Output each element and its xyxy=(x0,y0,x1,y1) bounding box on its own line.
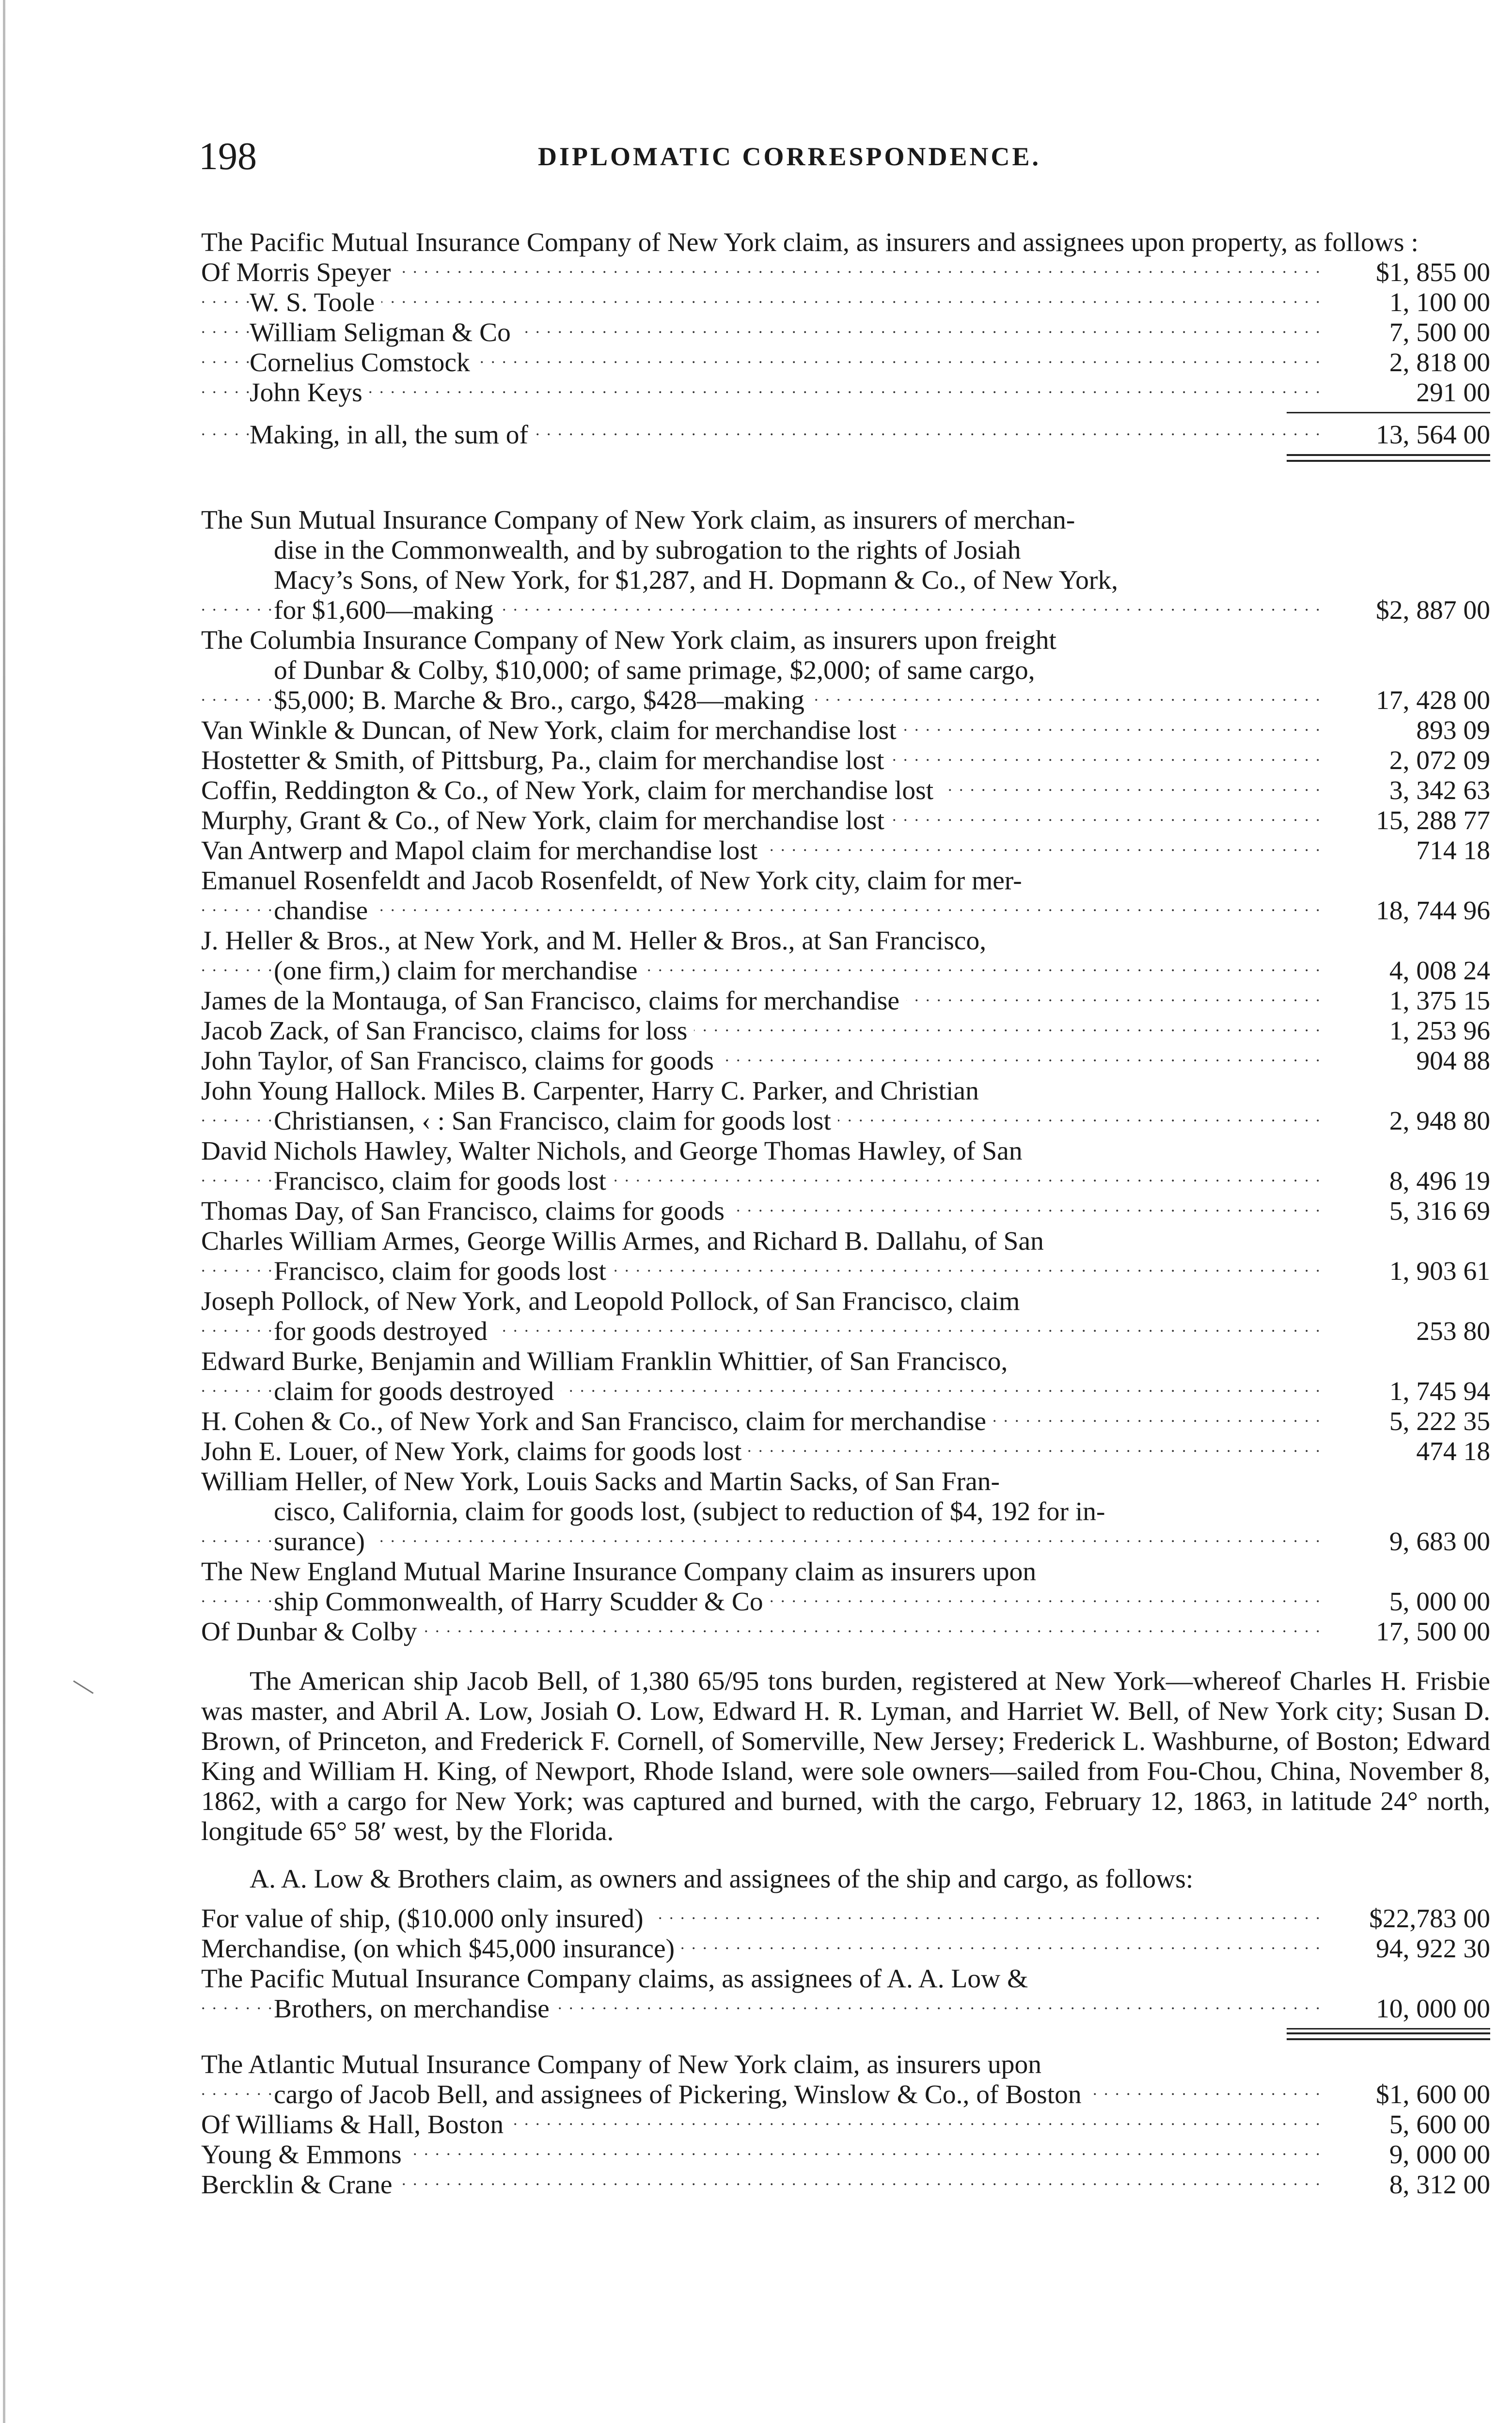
claim-row xyxy=(201,1994,1490,2024)
claim-row xyxy=(201,1377,1490,1407)
claim-amount: 1, 100 00 xyxy=(1389,288,1490,317)
claim-label: Van Antwerp and Mapol claim for merchandise lost . . . xyxy=(201,836,1321,866)
claim-label: claim for goods destroyed . . . xyxy=(201,1377,1321,1407)
claim-amount: 1, 253 96 xyxy=(1389,1016,1490,1046)
claim-row xyxy=(201,1934,1490,1964)
claim-row xyxy=(201,986,1490,1016)
claim-text-line: The Atlantic Mutual Insurance Company of New York claim, as insurers upon xyxy=(201,2050,1042,2079)
claim-row xyxy=(201,348,1490,378)
claim-row xyxy=(201,2110,1490,2140)
claim-label: H. Cohen & Co., of New York and San Francisco, claim for merchandise . . . xyxy=(201,1407,1321,1437)
claim-label: ship Commonwealth, of Harry Scudder & Co . . . xyxy=(201,1587,1321,1617)
claim-text-line: Emanuel Rosenfeldt and Jacob Rosenfeldt, of New York city, claim for mer- xyxy=(201,866,1022,896)
claim-label: Francisco, claim for goods lost . . . xyxy=(201,1257,1321,1287)
claim-row xyxy=(201,1166,1490,1196)
claim-label: Of Williams & Hall, Boston . . . xyxy=(201,2110,1321,2140)
page-number: 198 xyxy=(199,135,257,178)
claim-label: Thomas Day, of San Francisco, claims for goods . . . xyxy=(201,1196,1321,1227)
claim-amount: 9, 683 00 xyxy=(1389,1527,1490,1557)
claim-text-line: Charles William Armes, George Willis Armes, and Richard B. Dallahu, of San xyxy=(201,1227,1044,1256)
claim-label: $5,000; B. Marche & Bro., cargo, $428—making . . . xyxy=(201,686,1321,716)
claim-amount: 253 80 xyxy=(1416,1317,1490,1346)
claim-amount: 18, 744 96 xyxy=(1376,896,1490,926)
claim-label: Christiansen, ‹ : San Francisco, claim for goods lost . . . xyxy=(201,1106,1321,1136)
claim-amount: 893 09 xyxy=(1416,716,1490,745)
double-rule xyxy=(1287,2032,1490,2040)
total-label: Making, in all, the sum of . . . xyxy=(201,420,1321,450)
claim-text-line: cisco, California, claim for goods lost, (subject to reduction of $4, 192 for in- xyxy=(274,1497,1105,1526)
claim-row xyxy=(201,378,1490,408)
claim-label: Francisco, claim for goods lost . . . xyxy=(201,1166,1321,1196)
claim-amount: 5, 316 69 xyxy=(1389,1196,1490,1226)
claim-label: Murphy, Grant & Co., of New York, claim for merchandise lost . . . xyxy=(201,806,1321,836)
claim-amount: 5, 222 35 xyxy=(1389,1407,1490,1436)
claim-row xyxy=(201,1317,1490,1347)
claim-label: Of Dunbar & Colby . . . xyxy=(201,1617,1321,1647)
claim-row xyxy=(201,1046,1490,1076)
claim-text-line: The Pacific Mutual Insurance Company claims, as assignees of A. A. Low & xyxy=(201,1964,1028,1994)
claim-row xyxy=(201,1904,1490,1934)
claim-row xyxy=(201,956,1490,986)
claim-amount: 904 88 xyxy=(1416,1046,1490,1076)
claim-row xyxy=(201,746,1490,776)
claim-text-line: Edward Burke, Benjamin and William Franklin Whittier, of San Francisco, xyxy=(201,1347,1008,1376)
claim-amount: 17, 428 00 xyxy=(1376,686,1490,715)
claim-text-line: The New England Mutual Marine Insurance Company claim as insurers upon xyxy=(201,1557,1037,1587)
claim-label: James de la Montauga, of San Francisco, claims for merchandise . . . xyxy=(201,986,1321,1016)
claim-text-line: The Columbia Insurance Company of New York claim, as insurers upon freight xyxy=(201,626,1056,655)
claims-section xyxy=(201,505,1490,1647)
page-header xyxy=(199,130,1483,183)
claim-text-line: William Heller, of New York, Louis Sacks and Martin Sacks, of San Fran- xyxy=(201,1467,1000,1496)
claim-label: Of Morris Speyer . . . xyxy=(201,258,1321,288)
claim-amount: 2, 818 00 xyxy=(1389,348,1490,378)
claim-amount: $22,783 00 xyxy=(1369,1904,1490,1934)
claim-row xyxy=(201,686,1490,716)
claim-amount: 8, 496 19 xyxy=(1389,1166,1490,1196)
claim-row xyxy=(201,288,1490,318)
claim-row xyxy=(201,1196,1490,1227)
claim-label: (one firm,) claim for merchandise . . . xyxy=(201,956,1321,986)
claim-row xyxy=(201,1407,1490,1437)
claim-row xyxy=(201,2170,1490,2200)
claim-amount: 3, 342 63 xyxy=(1389,776,1490,805)
claim-label: for $1,600—making . . . xyxy=(201,596,1321,626)
claim-amount: 7, 500 00 xyxy=(1389,318,1490,347)
claim-amount: 474 18 xyxy=(1416,1437,1490,1466)
claim-label: Young & Emmons . . . xyxy=(201,2140,1321,2170)
claim-amount: 2, 072 09 xyxy=(1389,746,1490,775)
claim-amount: 17, 500 00 xyxy=(1376,1617,1490,1647)
claim-amount: $1, 600 00 xyxy=(1376,2080,1490,2109)
claim-label: For value of ship, ($10.000 only insured) . . . xyxy=(201,1904,1321,1934)
claim-text-line: Joseph Pollock, of New York, and Leopold Pollock, of San Francisco, claim xyxy=(201,1287,1020,1316)
claim-amount: 5, 600 00 xyxy=(1389,2110,1490,2140)
claim-label: Cornelius Comstock . . . xyxy=(201,348,1321,378)
claim-amount: 291 00 xyxy=(1416,378,1490,408)
claim-row xyxy=(201,836,1490,866)
claim-amount: $1, 855 00 xyxy=(1376,258,1490,287)
stray-mark xyxy=(73,1681,94,1694)
claim-label: chandise . . . xyxy=(201,896,1321,926)
claim-amount: 1, 375 15 xyxy=(1389,986,1490,1016)
binding-edge xyxy=(3,0,5,2423)
low-brothers-section xyxy=(201,1864,1490,2040)
claim-text-line: David Nichols Hawley, Walter Nichols, and George Thomas Hawley, of San xyxy=(201,1136,1023,1166)
claim-row xyxy=(201,1617,1490,1647)
pacific-mutual-section xyxy=(201,228,1490,462)
claim-row xyxy=(201,806,1490,836)
claim-row xyxy=(201,1437,1490,1467)
claim-label: cargo of Jacob Bell, and assignees of Pickering, Winslow & Co., of Boston . . . xyxy=(201,2080,1321,2110)
jacob-bell-paragraph: The American ship Jacob Bell, of 1,380 65/95 tons burden, registered at New York—whereof Charles H. Frisbie was master, and Abril A. Low, Josiah O. Low, Edward H. R. Lyman, and Harriet W. Bell, of New York city; Susan D. Brown, of Princeton, and Frederick F. Cornell, of Somerville, New Jersey; Frederick L. Washburne, of Boston; Edward King and William H. King, of Newport, Rhode Island, were sole owners—sailed from Fou-Chou, China, November 8, 1862, with a cargo for New York; was captured and burned, with the cargo, February 12, 1863, in latitude 24° north, longitude 65° 58′ west, by the Florida. xyxy=(201,1667,1490,1846)
claim-row xyxy=(201,1257,1490,1287)
claim-label: Merchandise, (on which $45,000 insurance) . . . xyxy=(201,1934,1321,1964)
claim-text-line: John Young Hallock. Miles B. Carpenter, Harry C. Parker, and Christian xyxy=(201,1076,979,1106)
claim-row xyxy=(201,1106,1490,1136)
claim-row xyxy=(201,716,1490,746)
total-row xyxy=(201,420,1490,450)
claim-label: Bercklin & Crane . . . xyxy=(201,2170,1321,2200)
claim-row xyxy=(201,896,1490,926)
claim-text-line: J. Heller & Bros., at New York, and M. Heller & Bros., at San Francisco, xyxy=(201,926,987,956)
double-rule xyxy=(1287,454,1490,462)
claim-row xyxy=(201,1587,1490,1617)
claim-row xyxy=(201,2140,1490,2170)
claim-text-line: of Dunbar & Colby, $10,000; of same primage, $2,000; of same cargo, xyxy=(274,656,1035,685)
claim-row xyxy=(201,318,1490,348)
running-title: DIPLOMATIC CORRESPONDENCE. xyxy=(538,142,1041,171)
claim-row xyxy=(201,776,1490,806)
claim-label: for goods destroyed . . . xyxy=(201,1317,1321,1347)
claim-label: Coffin, Reddington & Co., of New York, claim for merchandise lost . . . xyxy=(201,776,1321,806)
claim-row xyxy=(201,258,1490,288)
claim-label: Brothers, on merchandise . . . xyxy=(201,1994,1321,2024)
claim-label: Van Winkle & Duncan, of New York, claim for merchandise lost . . . xyxy=(201,716,1321,746)
section-intro: A. A. Low & Brothers claim, as owners and assignees of the ship and cargo, as follows: xyxy=(250,1864,1194,1894)
claim-text-line: dise in the Commonwealth, and by subrogation to the rights of Josiah xyxy=(274,535,1021,565)
claim-amount: 4, 008 24 xyxy=(1389,956,1490,986)
claim-label: John Taylor, of San Francisco, claims for goods . . . xyxy=(201,1046,1321,1076)
claim-label: Hostetter & Smith, of Pittsburg, Pa., claim for merchandise lost . . . xyxy=(201,746,1321,776)
claim-amount: 10, 000 00 xyxy=(1376,1994,1490,2024)
claim-row xyxy=(201,1016,1490,1046)
claim-amount: 9, 000 00 xyxy=(1389,2140,1490,2170)
claim-amount: 1, 903 61 xyxy=(1389,1257,1490,1286)
claim-label: surance) . . . xyxy=(201,1527,1321,1557)
claim-amount: 2, 948 80 xyxy=(1389,1106,1490,1136)
claim-row xyxy=(201,596,1490,626)
section-intro: The Pacific Mutual Insurance Company of New York claim, as insurers and assignees upon property, as follows : xyxy=(201,228,1418,257)
claims-list xyxy=(201,258,1490,408)
claim-label: William Seligman & Co . . . xyxy=(201,318,1321,348)
claim-label: John E. Louer, of New York, claims for goods lost . . . xyxy=(201,1437,1321,1467)
claim-label: W. S. Toole . . . xyxy=(201,288,1321,318)
claim-text-line: Macy’s Sons, of New York, for $1,287, and H. Dopmann & Co., of New York, xyxy=(274,566,1118,595)
claim-row xyxy=(201,2080,1490,2110)
claim-amount: 8, 312 00 xyxy=(1389,2170,1490,2200)
claim-amount: 714 18 xyxy=(1416,836,1490,865)
claim-amount: 94, 922 30 xyxy=(1376,1934,1490,1964)
claim-amount: 15, 288 77 xyxy=(1376,806,1490,835)
total-amount: 13, 564 00 xyxy=(1376,420,1490,450)
claim-amount: 5, 000 00 xyxy=(1389,1587,1490,1617)
claim-label: Jacob Zack, of San Francisco, claims for loss . . . xyxy=(201,1016,1321,1046)
sum-rule xyxy=(1287,412,1490,413)
document-body xyxy=(201,228,1490,2200)
claim-amount: 1, 745 94 xyxy=(1389,1377,1490,1406)
atlantic-mutual-section xyxy=(201,2050,1490,2200)
claim-text-line: The Sun Mutual Insurance Company of New York claim, as insurers of merchan- xyxy=(201,505,1075,535)
sum-rule xyxy=(1287,2028,1490,2030)
claim-amount: $2, 887 00 xyxy=(1376,596,1490,625)
claim-row xyxy=(201,1527,1490,1557)
claim-label: John Keys . . . xyxy=(201,378,1321,408)
